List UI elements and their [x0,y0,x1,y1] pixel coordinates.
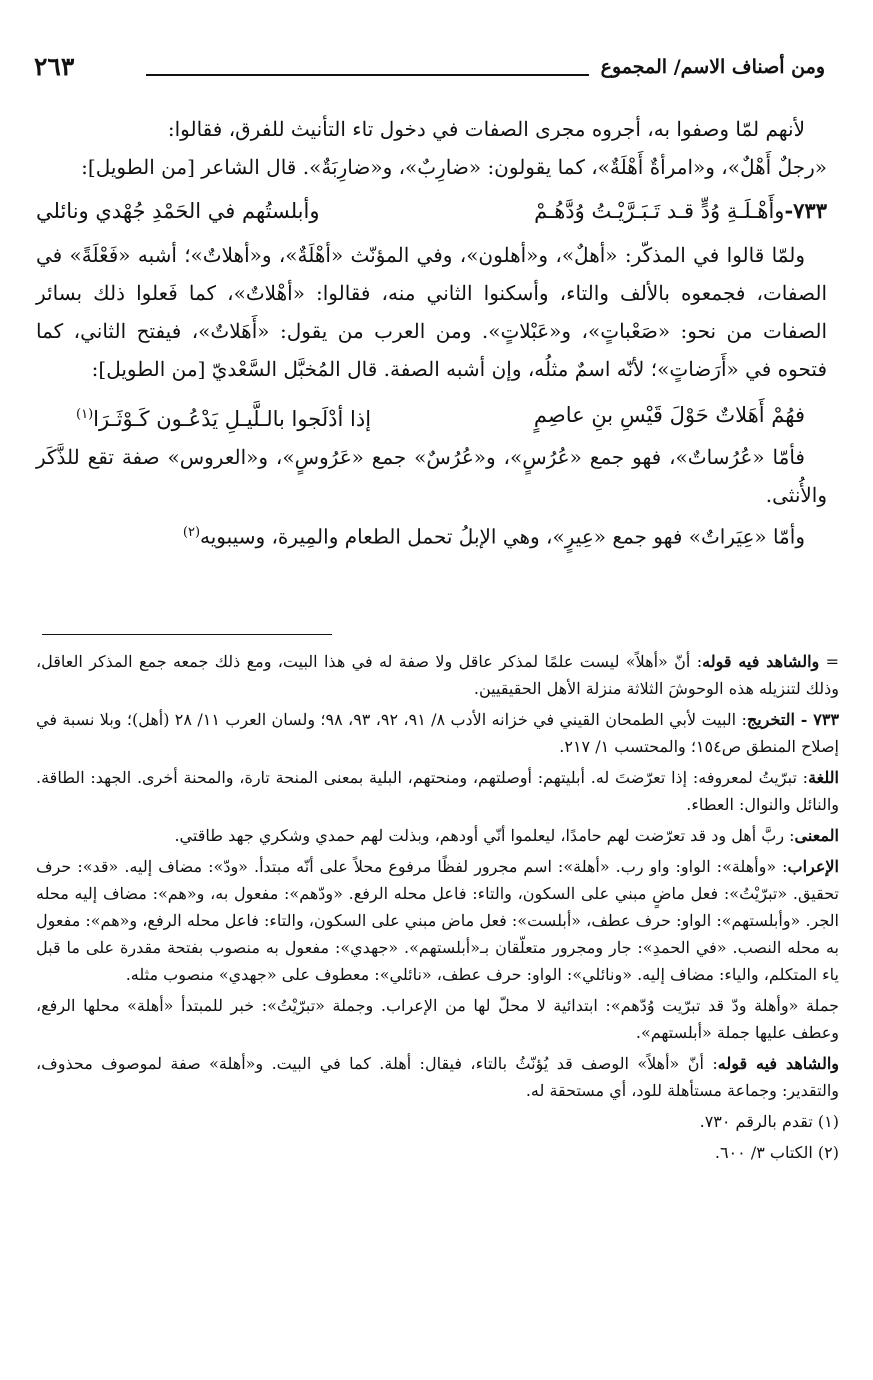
note-takhrij [36,706,839,760]
note-lead: ٧٣٣ - التخريج [746,710,840,729]
verse-733 [36,192,827,230]
page-number: ٢٦٣ [34,52,75,81]
note-irab [36,853,839,988]
note-lead: المعنى [794,826,839,845]
continuation-mark: = [825,652,840,671]
verse-733-first-hemistich [534,192,827,230]
note-jumal: جملة «وأهلة ودّ قد تبرّيت وُدّهم»: ابتدائية لا محلّ لها من الإعراب. وجملة «تبرّيْتُ»: خبر للمبتدأ «أهلة» محلها الرفع، وعطف عليها جملة «أبلستهم». [36,996,839,1042]
note-text: : ربَّ أهل ود قد تعرّضت لهم حامدًا، ليعلموا أنّي أودهم، وبذلت لهم حمدي وشكري جهد طاقتي. [174,826,795,845]
note-lead: الإعراب [787,857,839,876]
note-shahid [36,1050,839,1104]
header-rule [146,74,589,76]
paragraph-4-text: وأمّا «عِيَراتٌ» فهو جمع «عِيرٍ»، وهي الإبلُ تحمل الطعام والمِيرة، وسيبويه [200,524,805,549]
page-header [34,52,825,88]
verse-mukhabbal-first-hemistich: فهُمْ أَهَلاتٌ حَوْلَ قَيْسِ بنِ عاصِمٍ [533,403,805,427]
footnote-ref-1: (١) [76,407,94,422]
note-text: : تبرّيتُ لمعروفه: إذا تعرّضتَ له. أبليتهم: أوصلتهم، ومنحتهم، البلية بمعنى المنحة تارة، والمحنة أخرى. الجهد: الطاقة. والنائل والنوال: العطاء. [36,768,839,814]
note-shahid-continued [36,648,839,702]
footnote-separator [42,634,332,635]
verse-mukhabbal [36,396,827,438]
paragraph-1-line-1: لأنهم لمّا وصفوا به، أجروه مجرى الصفات في دخول تاء التأنيث للفرق، فقالوا: [167,117,805,141]
note-text: : أنّ «أهلاً» الوصف قد يُؤنّثُ بالتاء، فيقال: أهلة. كما في البيت. و«أهلة» صفة لموصوف محذوف، والتقدير: وجماعة مستأهلة للود، أي مستحقة له. [36,1054,839,1100]
verse-mukhabbal-text-b: إذا أدْلَجوا بالـلَّيـلِ يَدْعُـون كَـوْثَـرَا [93,407,372,431]
note-text: : أنّ «أهلاً» ليست علمًا لمذكر عاقل ولا صفة له في هذا البيت، ومع ذلك جمعه جمع المذكر العاقل، وذلك لتنزيله هذه الوحوشَ الثلاثة منزلة الأهل الحقيقيين. [36,652,839,698]
note-lugha [36,764,839,818]
verse-number: ٧٣٣- [784,198,827,223]
note-lead: والشاهد فيه قوله [717,1054,839,1073]
footnote-ref-2: (٢) [182,525,201,540]
paragraph-2: ولمّا قالوا في المذكّر: «أهلٌ»، و«أهلون»، وفي المؤنّث «أهْلَةٌ»، و«أهلاتٌ»؛ أشبه «فَعْلَةً» في الصفات، فجمعوه بالألف والتاء، وأسكنوا الثاني منه، فقالوا: «أهْلاتٌ»، كما فَعلوا ذلك بسائر الصفات من نحو: «صَعْباتٍ»، و«عَبْلاتٍ». ومن العرب من يقول: «أَهَلاتٌ»، فيفتح الثاني، كما فتحوه في «أَرَضاتٍ»؛ لأنّه اسمٌ مثلُه، وإن أشبه الصفة. قال المُخبَّل السَّعْديّ [من الطويل]: [36,243,827,381]
note-lead: والشاهد فيه قوله [702,652,820,671]
note-text: : «وأهلة»: الواو: واو رب. «أهلة»: اسم مجرور لفظًا مرفوع محلاً على أنّه مبتدأ. «ودّ»: مضاف إليه. «قد»: حرف تحقيق. «تبرّيْتُ»: فعل ماضٍ مبني على السكون، والتاء: فاعل محله الرفع. «ودّهم»: مفعول به، و«هم»: مضاف إليه محله الجر. «وأبلستهم»: الواو: حرف عطف، «أبلست»: فعل ماض مبني على السكون، والتاء: فاعل محله الرفع، و«هم»: مفعول به محله النصب. «في الحمدِ»: جار ومجرور متعلّقان بـ«أبلستهم». «جهدي»: مفعول به منصوب بفتحة مقدرة على ما قبل ياء المتكلم، والياء: مضاف إليه. «ونائلي»: الواو: حرف عطف، «نائلي»: معطوف على «جهدي» منصوب مثله. [36,857,839,984]
note-lead: اللغة [808,768,839,787]
paragraph-4 [36,514,827,556]
verse-733-text-a: وأَهْـلَـةِ وُدٍّ قـد تَـبَـرَّيْـتُ وُدَّهُـمْ [534,199,785,223]
footnote-2: (٢) الكتاب ٣/ ٦٠٠. [714,1143,839,1162]
running-title: ومن أصناف الاسم/ المجموع [600,56,825,78]
paragraph-3: فأمّا «عُرُساتٌ»، فهو جمع «عُرُسٍ»، و«عُرُسٌ» جمع «عَرُوسٍ»، و«العروس» صفة تقع للذَّكَر والأُنثى. [36,445,827,507]
footnote-1: (١) تقدم بالرقم ٧٣٠. [699,1112,839,1131]
note-mana [36,822,839,849]
paragraph-1-line-2: «رجلٌ أَهْلٌ»، و«امرأةٌ أَهْلَةٌ»، كما يقولون: «ضارِبٌ»، و«ضارِبَةٌ». قال الشاعر [من الطويل]: [81,155,827,179]
footnotes [36,648,839,1170]
note-text: : البيت لأبي الطمحان القيني في خزانه الأدب ٨/ ٩١، ٩٢، ٩٣، ٩٨؛ ولسان العرب ١١/ ٢٨ (أهل)؛ وبلا نسبة في إصلاح المنطق ص١٥٤؛ والمحتسب ١/ ٢١٧. [36,710,839,756]
verse-733-second-hemistich: وأبلستُهم في الحَمْدِ جُهْدي ونائلي [36,199,320,223]
main-text [36,110,827,556]
verse-mukhabbal-second-hemistich [76,396,371,438]
